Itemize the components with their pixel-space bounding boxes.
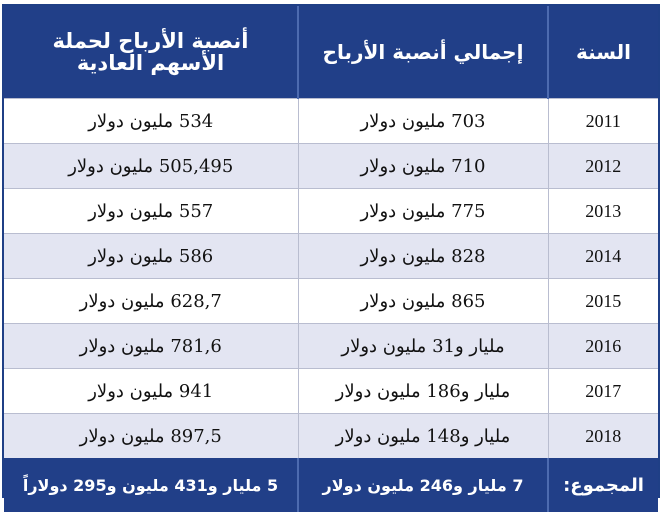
cell-year: 2012 — [548, 144, 658, 189]
header-total-dividends: إجمالي أنصبة الأرباح — [298, 6, 548, 99]
cell-year: 2015 — [548, 279, 658, 324]
table-row — [4, 324, 658, 369]
cell-common: 897,5 مليون دولار — [4, 414, 298, 459]
cell-common: 628,7 مليون دولار — [4, 279, 298, 324]
table-row — [4, 279, 658, 324]
table-row — [4, 144, 658, 189]
cell-common: 781,6 مليون دولار — [4, 324, 298, 369]
totals-common: 5 مليار و431 مليون و295 دولاراً — [4, 458, 298, 512]
header-year: السنة — [548, 6, 658, 99]
cell-year: 2017 — [548, 369, 658, 414]
cell-total: 775 مليون دولار — [298, 189, 548, 234]
cell-common: 505,495 مليون دولار — [4, 144, 298, 189]
cell-total: 828 مليون دولار — [298, 234, 548, 279]
cell-total: مليار و186 مليون دولار — [298, 369, 548, 414]
cell-common: 941 مليون دولار — [4, 369, 298, 414]
header-row — [4, 6, 658, 99]
cell-year: 2013 — [548, 189, 658, 234]
header-common-dividends: أنصبة الأرباح لحملة الأسهم العادية — [4, 6, 298, 99]
cell-common: 557 مليون دولار — [4, 189, 298, 234]
cell-common: 534 مليون دولار — [4, 99, 298, 144]
cell-year: 2014 — [548, 234, 658, 279]
cell-total: 703 مليون دولار — [298, 99, 548, 144]
cell-total: مليار و148 مليون دولار — [298, 414, 548, 459]
table-row — [4, 189, 658, 234]
cell-year: 2011 — [548, 99, 658, 144]
cell-total: 710 مليون دولار — [298, 144, 548, 189]
totals-row — [4, 458, 658, 512]
cell-common: 586 مليون دولار — [4, 234, 298, 279]
table-row — [4, 234, 658, 279]
table-row — [4, 99, 658, 144]
table-row — [4, 369, 658, 414]
dividends-table-frame — [2, 4, 660, 498]
table-row — [4, 414, 658, 459]
cell-year: 2016 — [548, 324, 658, 369]
cell-total: مليار و31 مليون دولار — [298, 324, 548, 369]
cell-year: 2018 — [548, 414, 658, 459]
dividends-table — [4, 6, 658, 512]
cell-total: 865 مليون دولار — [298, 279, 548, 324]
totals-label: المجموع: — [548, 458, 658, 512]
totals-total: 7 مليار و246 مليون دولار — [298, 458, 548, 512]
